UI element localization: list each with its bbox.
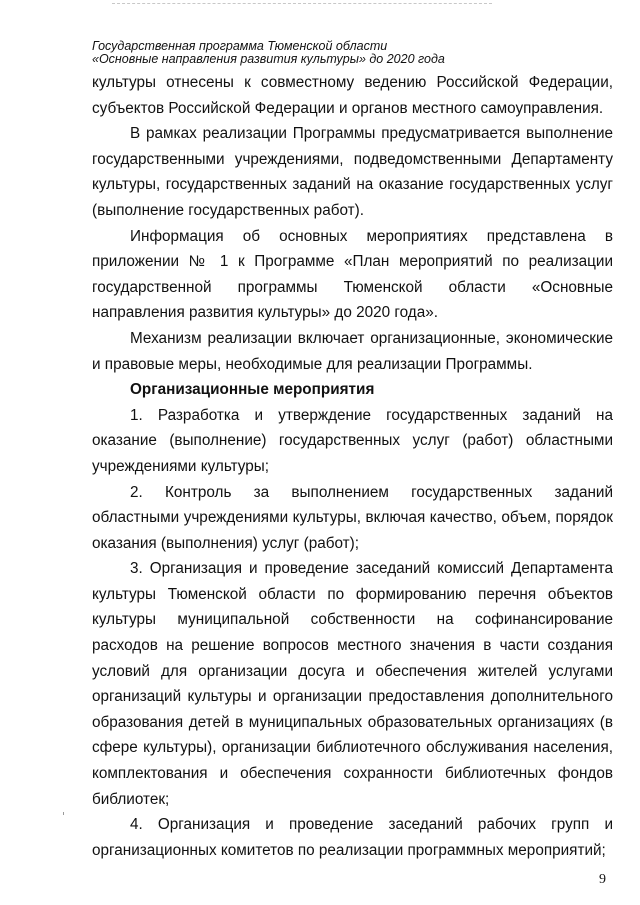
list-item-2: 2. Контроль за выполнением государственных заданий областными учреждениями культуры, включая качество, объем, порядок оказания (выполнения) услуг (работ); xyxy=(92,483,613,552)
paragraph-program-execution: В рамках реализации Программы предусматривается выполнение государственными учреждениями, подведомственными Департаменту культуры, государственных заданий на оказание государственных услуг (выполнение государственных работ). xyxy=(92,125,613,219)
top-divider xyxy=(112,3,492,5)
page-number: 9 xyxy=(599,872,606,887)
scan-mark xyxy=(63,812,64,815)
header-program-title: Государственная программа Тюменской области xyxy=(92,39,388,53)
section-heading: Организационные мероприятия xyxy=(130,381,375,399)
paragraph-mechanism: Механизм реализации включает организационные, экономические и правовые меры, необходимые для реализации Программы. xyxy=(92,329,613,373)
list-item-1: 1. Разработка и утверждение государственных заданий на оказание (выполнение) государственных услуг (работ) областными учреждениями культуры; xyxy=(92,406,613,475)
document-body xyxy=(92,70,613,863)
list-item-4: 4. Организация и проведение заседаний рабочих групп и организационных комитетов по реализации программных мероприятий; xyxy=(92,816,613,859)
paragraph-measures-info: Информация об основных мероприятиях представлена в приложении № 1 к Программе «План мероприятий по реализации государственной программы Тюменской области «Основные направления развития культуры» до 2020 года». xyxy=(92,227,613,322)
running-header xyxy=(92,40,445,66)
list-item-3: 3. Организация и проведение заседаний комиссий Департамента культуры Тюменской области по формированию перечня объектов культуры муниципальной собственности на софинансирование расходов на решение вопросов местного значения в части создания условий для организации досуга и обеспечения жителей услугами организаций культуры и организации предоставления дополнительного образования детей в муниципальных образовательных организациях (в сфере культуры), организации библиотечного обслуживания населения, комплектования и обеспечения сохранности библиотечных фондов библиотек; xyxy=(92,560,613,808)
header-program-subtitle: «Основные направления развития культуры» до 2020 года xyxy=(92,52,445,66)
paragraph-continuation: культуры отнесены к совместному ведению Российской Федерации, субъектов Российской Федерации и органов местного самоуправления. xyxy=(92,74,613,117)
